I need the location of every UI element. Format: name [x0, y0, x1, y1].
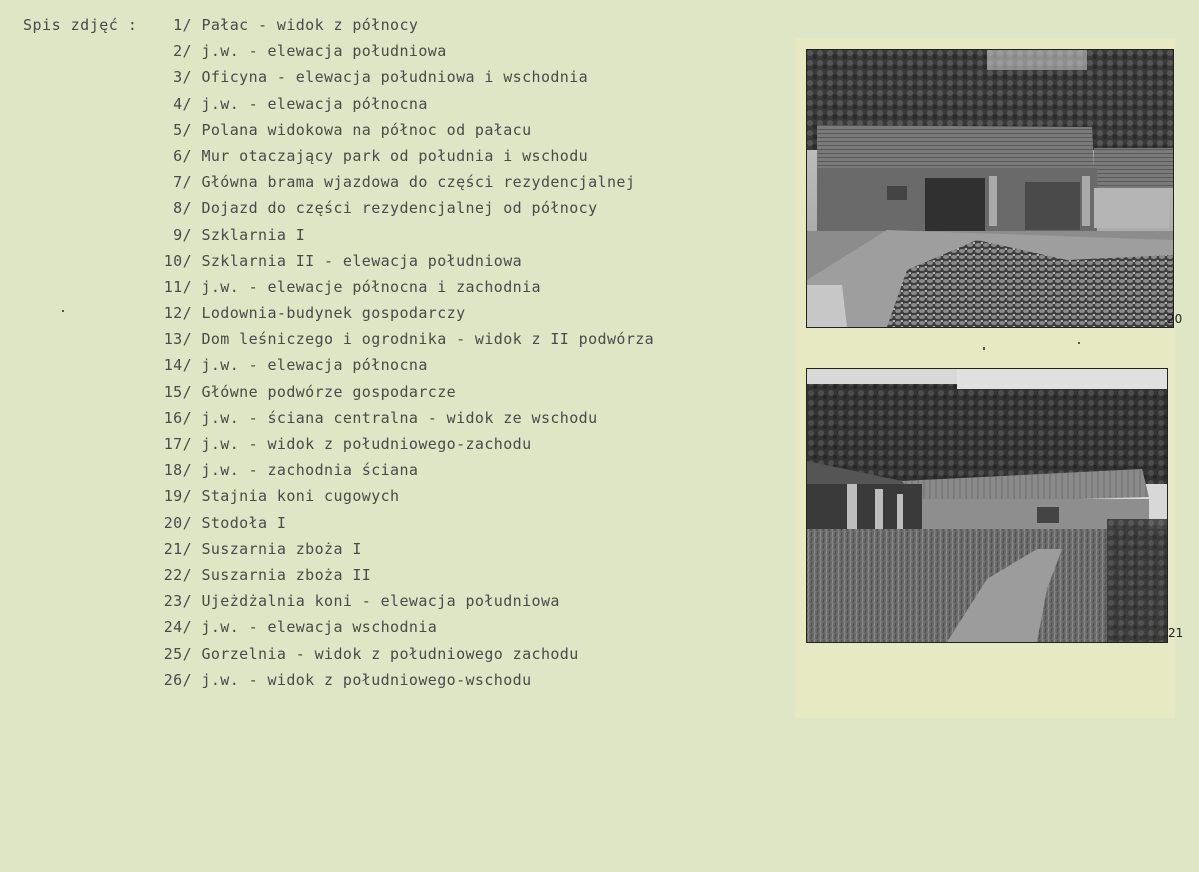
- list-item: [140, 330, 654, 356]
- photo-number-20: 20: [1167, 312, 1183, 326]
- list-item: [140, 121, 654, 147]
- item-caption: j.w. - elewacja północna: [201, 356, 428, 375]
- item-caption: Dojazd do części rezydencjalnej od północy: [201, 199, 598, 218]
- list-item: [140, 252, 654, 278]
- list-item: [140, 95, 654, 121]
- item-caption: j.w. - elewacja wschodnia: [201, 618, 438, 637]
- item-caption: Lodownia-budynek gospodarczy: [201, 304, 466, 323]
- photo-panel: [795, 38, 1184, 718]
- item-number: 22/: [163, 565, 192, 584]
- item-caption: Szklarnia I: [201, 225, 306, 244]
- item-caption: Pałac - widok z północy: [201, 16, 419, 34]
- item-number: 15/: [163, 382, 192, 401]
- item-number: 13/: [163, 330, 192, 349]
- item-caption: Główna brama wjazdowa do części rezydencjalnej: [201, 173, 636, 192]
- item-number: 23/: [163, 592, 192, 611]
- item-number: 17/: [163, 435, 192, 453]
- paper-speck: [62, 310, 64, 312]
- item-number: 6/: [173, 146, 192, 165]
- item-caption: j.w. - elewacja północna: [201, 94, 428, 113]
- item-number: 20/: [163, 513, 192, 532]
- list-item: [140, 409, 654, 435]
- item-caption: Ujeżdżalnia koni - elewacja południowa: [201, 592, 560, 611]
- item-number: 4/: [173, 94, 192, 113]
- photo-number-21: 21: [1168, 626, 1184, 640]
- list-item: [140, 618, 654, 644]
- item-caption: j.w. - widok z południowego-zachodu: [201, 435, 532, 453]
- item-number: 21/: [163, 539, 192, 558]
- item-number: 2/: [173, 42, 192, 61]
- item-number: 8/: [173, 199, 192, 218]
- item-caption: Suszarnia zboża II: [201, 565, 372, 584]
- list-item: [140, 645, 654, 671]
- list-item: [140, 461, 654, 487]
- photo-barn: [806, 49, 1174, 328]
- list-item: [140, 68, 654, 94]
- item-caption: Suszarnia zboża I: [201, 539, 362, 558]
- photo-barn-image: [807, 50, 1173, 327]
- list-item: [140, 435, 654, 461]
- item-caption: j.w. - zachodnia ściana: [201, 461, 419, 480]
- item-caption: Mur otaczający park od południa i wschodu: [201, 146, 589, 165]
- item-caption: Stajnia koni cugowych: [201, 487, 400, 506]
- list-item: [140, 671, 654, 697]
- paper-speck: [1078, 342, 1080, 344]
- item-number: 18/: [163, 461, 192, 480]
- item-number: 26/: [163, 670, 192, 689]
- item-caption: Gorzelnia - widok z południowego zachodu: [201, 644, 579, 663]
- list-item: [140, 278, 654, 304]
- item-caption: j.w. - widok z południowego-wschodu: [201, 670, 532, 689]
- item-number: 10/: [163, 251, 192, 270]
- item-caption: j.w. - elewacja południowa: [201, 42, 447, 61]
- list-item: [140, 566, 654, 592]
- item-caption: Szklarnia II - elewacja południowa: [201, 251, 523, 270]
- item-number: 14/: [163, 356, 192, 375]
- item-caption: Oficyna - elewacja południowa i wschodnia: [201, 68, 589, 87]
- photo-list: [140, 16, 654, 697]
- list-item: [140, 487, 654, 513]
- item-number: 3/: [173, 68, 192, 87]
- item-number: 12/: [163, 304, 192, 323]
- list-item: [140, 226, 654, 252]
- list-item: [140, 356, 654, 382]
- item-number: 25/: [163, 644, 192, 663]
- list-item: [140, 199, 654, 225]
- item-number: 24/: [163, 618, 192, 637]
- photo-shed: [806, 368, 1168, 643]
- item-caption: Dom leśniczego i ogrodnika - widok z II podwórza: [201, 330, 655, 349]
- item-number: 11/: [163, 277, 192, 296]
- list-item: [140, 383, 654, 409]
- list-item: [140, 16, 654, 42]
- list-item: [140, 592, 654, 618]
- item-caption: Główne podwórze gospodarcze: [201, 382, 457, 401]
- item-number: 5/: [173, 120, 192, 139]
- list-heading: [23, 16, 137, 34]
- item-number: 1/: [173, 16, 192, 34]
- list-item: [140, 540, 654, 566]
- item-caption: j.w. - ściana centralna - widok ze wschodu: [201, 408, 598, 427]
- item-number: 16/: [163, 408, 192, 427]
- item-number: 7/: [173, 173, 192, 192]
- paper-speck: [983, 347, 985, 350]
- item-number: 19/: [163, 487, 192, 506]
- item-caption: Stodoła I: [201, 513, 287, 532]
- item-caption: Polana widokowa na północ od pałacu: [201, 120, 532, 139]
- item-number: 9/: [173, 225, 192, 244]
- list-item: [140, 173, 654, 199]
- photo-shed-image: [807, 369, 1167, 642]
- item-caption: j.w. - elewacje północna i zachodnia: [201, 277, 541, 296]
- list-item: [140, 514, 654, 540]
- list-item: [140, 304, 654, 330]
- list-item: [140, 147, 654, 173]
- heading-text: Spis zdjęć :: [23, 16, 138, 34]
- list-item: [140, 42, 654, 68]
